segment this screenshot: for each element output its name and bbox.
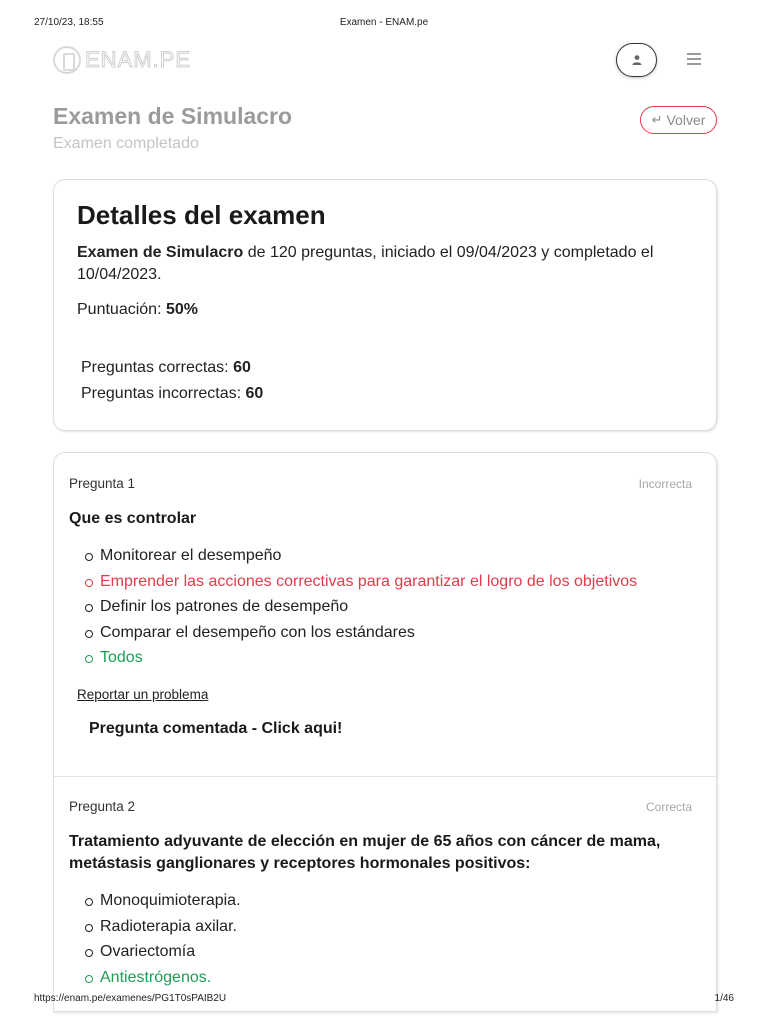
- details-heading: Detalles del examen: [77, 200, 326, 230]
- incorrect-count: [81, 385, 263, 403]
- hamburger-menu-icon[interactable]: [687, 53, 701, 65]
- print-header: [34, 17, 734, 31]
- question-divider: [54, 776, 716, 777]
- top-navbar: [53, 40, 716, 80]
- answer-option: Ovariectomía: [100, 942, 241, 968]
- answer-options: [100, 891, 241, 993]
- print-url: https://enam.pe/examenes/PG1T0sPAIB2U: [34, 993, 227, 1004]
- answer-option: Radioterapia axilar.: [100, 917, 241, 943]
- question-text: Tratamiento adyuvante de elección en mujer de 65 años con cáncer de mama, metástasis ganglionares y receptores hormonales positivos:: [69, 833, 661, 872]
- report-problem-link[interactable]: Reportar un problema: [77, 687, 209, 702]
- answer-option: Comparar el desempeño con los estándares: [100, 623, 637, 649]
- exam-name: Examen de Simulacro: [77, 244, 244, 261]
- incorrect-value: 60: [245, 385, 264, 402]
- question-status-badge: Correcta: [645, 800, 692, 814]
- correct-count: [81, 359, 251, 377]
- answer-option-correct: Antiestrógenos.: [100, 968, 241, 994]
- print-timestamp: 27/10/23, 18:55: [34, 17, 104, 28]
- back-button-label: Volver: [666, 112, 706, 128]
- answer-option: Definir los patrones de desempeño: [100, 597, 637, 623]
- incorrect-label: Preguntas incorrectas:: [81, 385, 246, 402]
- answer-option-selected-wrong: Emprender las acciones correctivas para garantizar el logro de los objetivos: [100, 572, 637, 598]
- print-page-number: 1/46: [714, 993, 734, 1004]
- return-arrow-icon: ↵: [651, 112, 663, 127]
- questions-list: [53, 452, 717, 1012]
- logo-text: ENAM.PE: [85, 47, 192, 72]
- page-subtitle: Examen completado: [53, 135, 199, 152]
- user-account-button[interactable]: [616, 43, 657, 77]
- exam-details-card: [53, 179, 717, 431]
- question-status-badge: Incorrecta: [638, 477, 692, 491]
- answer-option: Monitorear el desempeño: [100, 546, 637, 572]
- exam-description: [77, 242, 697, 286]
- question-number: Pregunta 1: [69, 476, 136, 491]
- correct-value: 60: [233, 359, 251, 376]
- score-value: 50%: [165, 301, 198, 318]
- site-logo[interactable]: [53, 45, 191, 75]
- answer-options: [100, 546, 637, 674]
- question-text: Que es controlar: [69, 510, 197, 527]
- page-title: Examen de Simulacro: [53, 103, 293, 129]
- exam-description-text: de 120 preguntas, iniciado el 09/04/2023 y completado el 10/04/2023.: [77, 244, 654, 283]
- print-page-title: Examen - ENAM.pe: [339, 17, 429, 28]
- score-label: Puntuación:: [77, 301, 166, 318]
- back-button[interactable]: [640, 106, 717, 134]
- user-icon: [631, 54, 643, 66]
- exam-score: [77, 301, 198, 319]
- enam-logo-icon: [53, 46, 81, 74]
- print-footer: [34, 993, 734, 1007]
- answer-option-correct: Todos: [100, 648, 637, 674]
- question-number: Pregunta 2: [69, 799, 136, 814]
- correct-label: Preguntas correctas:: [81, 359, 234, 376]
- answer-option: Monoquimioterapia.: [100, 891, 241, 917]
- commented-question-link[interactable]: Pregunta comentada - Click aqui!: [89, 720, 343, 737]
